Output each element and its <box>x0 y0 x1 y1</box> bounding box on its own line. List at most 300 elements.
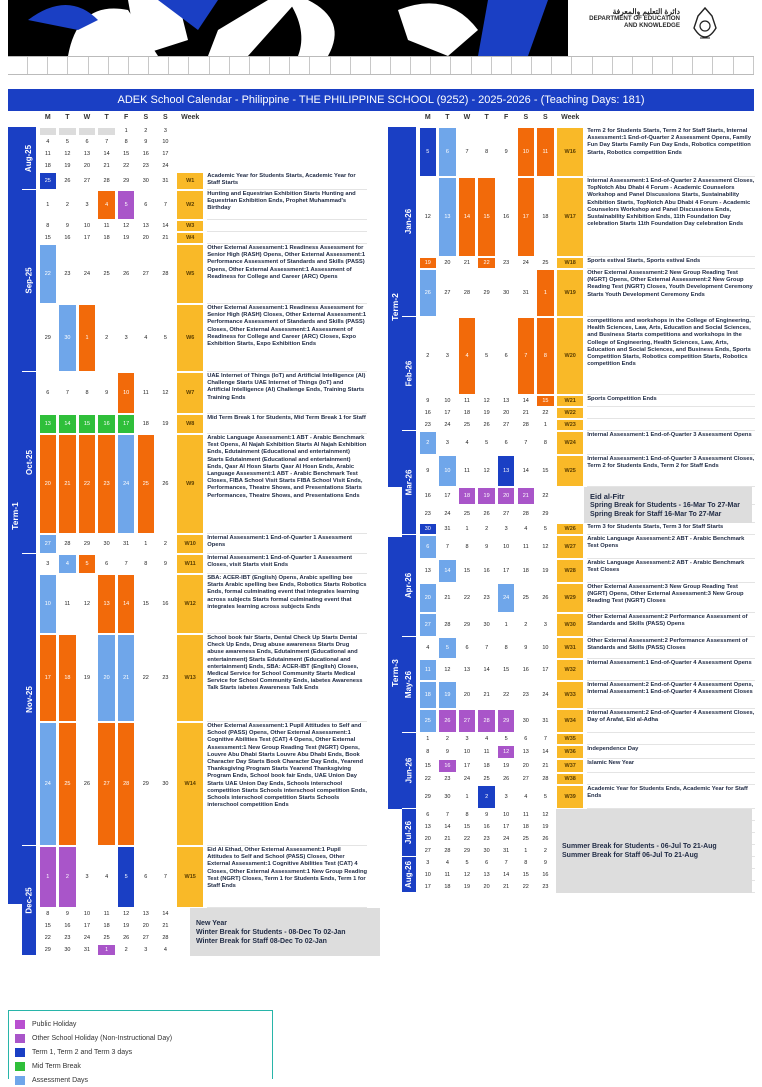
day-cell: 10 <box>518 128 535 176</box>
day-cell: 10 <box>444 398 451 404</box>
grid-cell <box>713 57 733 74</box>
week-badge: W8 <box>177 415 203 433</box>
row-rule <box>587 176 755 177</box>
day-cell: 29 <box>424 794 431 800</box>
day-cell: 12 <box>162 390 169 396</box>
event-text: School book fair Starts, Dental Check Up Starts Dental Check Up Ends, Drug abuse awareness Starts Drug abuse awareness Ends, Edutainment (Educational and entertainment) Starts Edutainment (Educational and entertainment) Ends, SBA: ACER-IBT (English) Closes, Medical Service for School Community Starts Medical Service for School Community Ends, iabetes Awareness Talk Starts iabetes Awareness Talk Ends <box>207 635 363 692</box>
day-cell: 2 <box>445 736 449 742</box>
day-cell: 7 <box>504 860 508 866</box>
day-cell: 18 <box>103 235 110 241</box>
day-cell: 6 <box>105 561 109 567</box>
day-cell: 25 <box>463 511 471 517</box>
day-cell: 21 <box>59 435 76 533</box>
day-cell: 31 <box>83 947 91 953</box>
day-cell: 17 <box>83 235 91 241</box>
day-cell: 12 <box>123 223 130 229</box>
day-cell: 13 <box>498 456 515 486</box>
day-cell: 14 <box>459 178 476 256</box>
day-cell: 28 <box>478 710 495 732</box>
week-badge: W34 <box>557 710 583 732</box>
day-cell: 27 <box>459 710 476 732</box>
day-cell: 27 <box>83 178 91 184</box>
week-badge: W37 <box>557 760 583 772</box>
day-cell: 31 <box>123 541 130 547</box>
day-cell: 22 <box>424 776 431 782</box>
day-cell: 12 <box>64 151 71 157</box>
row-rule <box>587 394 755 395</box>
grid-cell <box>109 57 129 74</box>
day-cell <box>98 128 115 135</box>
day-cell: 28 <box>522 511 529 517</box>
day-cell: 8 <box>465 544 469 550</box>
day-cell: 6 <box>144 202 148 208</box>
row-rule <box>207 573 367 574</box>
day-header: T <box>484 114 489 121</box>
row-rule <box>207 303 367 304</box>
day-cell: 9 <box>543 860 547 866</box>
day-cell: 27 <box>522 776 529 782</box>
day-cell: 17 <box>463 763 471 769</box>
day-cell: 11 <box>522 812 529 818</box>
row-rule <box>587 744 755 745</box>
day-cell: 20 <box>522 763 529 769</box>
month-label <box>402 857 416 892</box>
day-header: S <box>523 114 529 121</box>
day-cell: 26 <box>483 511 490 517</box>
day-cell: 21 <box>162 235 169 241</box>
day-cell: 27 <box>503 422 510 428</box>
week-badge: W6 <box>177 305 203 371</box>
day-cell: 23 <box>522 692 529 698</box>
day-cell: 21 <box>522 410 529 416</box>
day-cell: 12 <box>483 468 490 474</box>
day-cell: 24 <box>463 776 471 782</box>
day-cell: 29 <box>463 848 471 854</box>
row-rule <box>587 732 755 733</box>
week-badge: W11 <box>177 555 203 573</box>
day-cell: 17 <box>518 178 535 256</box>
day-cell: 17 <box>118 415 135 433</box>
row-rule <box>207 433 367 434</box>
day-cell: 30 <box>483 848 490 854</box>
event-text: Term 3 for Students Starts, Term 3 for Staff Starts <box>587 524 724 530</box>
day-cell: 9 <box>485 544 489 550</box>
day-cell: 4 <box>459 318 476 394</box>
grid-cell <box>230 57 250 74</box>
day-cell: 29 <box>83 541 91 547</box>
day-cell: 16 <box>98 415 115 433</box>
day-header: S <box>543 114 548 121</box>
row-rule <box>587 582 755 583</box>
day-cell: 11 <box>464 468 470 474</box>
day-cell: 18 <box>103 923 110 929</box>
row-rule <box>587 680 755 681</box>
day-cell: 6 <box>485 860 489 866</box>
week-badge: W4 <box>177 233 203 243</box>
day-cell: 18 <box>463 410 471 416</box>
row-rule <box>587 268 755 269</box>
row-rule <box>207 553 367 554</box>
term-1-band <box>8 127 22 904</box>
legend-swatch <box>15 1020 25 1029</box>
day-cell: 13 <box>522 749 529 755</box>
day-cell: 18 <box>420 682 437 708</box>
grid-cell <box>411 57 431 74</box>
day-cell: 12 <box>542 812 549 818</box>
row-rule <box>587 758 755 759</box>
day-cell: 10 <box>83 911 91 917</box>
day-cell: 13 <box>424 568 431 574</box>
day-cell: 24 <box>118 435 135 533</box>
day-cell: 15 <box>424 763 431 769</box>
day-cell: 22 <box>79 435 96 533</box>
legend-swatch <box>15 1076 25 1085</box>
event-text: Hunting and Equestrian Exhibition Starts Hunting and Equestrian Exhibition Ends, Prophet Muhammad's Birthday <box>207 191 356 212</box>
day-cell: 28 <box>444 848 451 854</box>
day-cell: 28 <box>118 723 135 845</box>
day-cell: 15 <box>44 923 51 929</box>
abu-dhabi-seal-icon <box>690 6 720 46</box>
day-cell: 22 <box>123 163 130 169</box>
day-cell: 29 <box>542 511 549 517</box>
org-name-arabic: دائرة التعليم والمعرفة <box>612 7 680 16</box>
day-cell: 22 <box>522 884 529 890</box>
row-rule <box>207 721 367 722</box>
event-text: Other External Assessment:2 Performance Assessment of Standards and Skills (PASS) Closes <box>587 638 748 652</box>
day-cell: 19 <box>439 682 456 708</box>
grid-cell <box>633 57 653 74</box>
day-cell: 8 <box>485 149 489 155</box>
day-cell: 15 <box>503 667 510 673</box>
day-cell: 14 <box>103 151 110 157</box>
day-cell: 30 <box>59 305 76 371</box>
day-cell: 8 <box>524 860 528 866</box>
day-cell: 9 <box>426 468 430 474</box>
day-cell: 25 <box>103 271 110 277</box>
day-cell: 15 <box>463 568 471 574</box>
day-cell: 4 <box>163 947 167 953</box>
week-badge: W39 <box>557 786 583 808</box>
day-cell: 10 <box>503 812 510 818</box>
day-cell: 2 <box>59 847 76 907</box>
day-cell: 17 <box>162 151 169 157</box>
day-cell: 7 <box>485 645 489 651</box>
month-name: Oct-25 <box>24 450 34 475</box>
day-cell: 8 <box>124 139 128 145</box>
day-cell: 6 <box>465 645 469 651</box>
day-cell: 23 <box>483 595 490 601</box>
day-cell: 31 <box>444 526 451 532</box>
day-cell: 8 <box>46 223 50 229</box>
legend-swatch <box>15 1034 25 1043</box>
day-cell: 23 <box>503 260 510 266</box>
day-cell: 20 <box>142 923 149 929</box>
day-cell: 2 <box>524 622 528 628</box>
week-badge: W12 <box>177 575 203 633</box>
day-cell: 29 <box>498 710 515 732</box>
day-cell: 5 <box>543 794 547 800</box>
event-text: SBA: ACER-IBT (English) Opens, Arabic spelling bee Starts Arabic spelling bee Ends, Robotics Starts Robotics Ends, formal culminating event that integrates learning across subjects Starts formal culminating event that integrates learning across subjects Ends <box>207 575 367 610</box>
day-cell: 1 <box>46 202 50 208</box>
day-cell: 18 <box>542 214 549 220</box>
day-cell: 22 <box>40 245 57 303</box>
day-cell: 28 <box>463 290 471 296</box>
break-text: Winter Break for Students - 08-Dec To 02-Jan <box>196 928 346 936</box>
week-badge: W23 <box>557 420 583 430</box>
event-text: Sports estival Starts, Sports estival Ends <box>587 258 701 264</box>
grid-cell <box>431 57 451 74</box>
day-cell: 26 <box>542 836 549 842</box>
day-cell: 3 <box>426 860 430 866</box>
day-cell: 5 <box>163 335 167 341</box>
row-rule <box>587 256 755 257</box>
day-cell: 15 <box>463 824 471 830</box>
month-label <box>402 733 416 808</box>
day-cell: 23 <box>483 836 490 842</box>
row-rule <box>207 371 367 372</box>
month-name: Feb-26 <box>404 360 414 387</box>
day-cell: 9 <box>504 149 508 155</box>
day-cell: 13 <box>40 415 57 433</box>
summer-break-box <box>556 809 752 893</box>
day-cell: 17 <box>444 493 451 499</box>
row-rule <box>587 316 755 317</box>
day-cell: 22 <box>478 258 495 268</box>
week-badge: W13 <box>177 635 203 721</box>
day-cell: 1 <box>504 622 508 628</box>
day-cell: 14 <box>59 415 76 433</box>
day-cell: 13 <box>483 872 490 878</box>
day-cell: 27 <box>444 290 451 296</box>
day-cell: 4 <box>485 736 489 742</box>
day-cell: 21 <box>118 635 135 721</box>
day-cell: 19 <box>123 923 130 929</box>
day-cell: 14 <box>522 468 529 474</box>
month-name: Aug-26 <box>404 860 414 889</box>
legend-swatch <box>15 1062 25 1071</box>
day-cell: 26 <box>123 935 130 941</box>
event-text: Internal Assessment:2 End-of-Quarter 4 Assessment Opens, Internal Assessment:1 End-of-Quarter 4 Assessment Closes <box>587 682 754 696</box>
day-cell: 2 <box>144 128 148 134</box>
break-text: Summer Break for Students - 06-Jul To 21-Aug <box>562 843 717 850</box>
event-text: Arabic Language Assessment:1 ABT - Arabic Benchmark Test Opens, Al Najah Exhibition Starts Al Najah Exhibition Ends, Edutainment (Educational and entertainment) Starts Edutainment (Educational and entertainment) Ends, Qasr Al Hosn Starts Qasr Al Hosn Ends, Arabic Language Assessment:1 ABT - Arabic Benchmark Test Closes, FIBA School Visit Starts FIBA School Visit Ends, Performances, Theatre Shows, and Presentations Starts Performances, Theatre Shows, and Presentations Ends <box>207 435 367 499</box>
day-cell: 30 <box>420 524 437 534</box>
day-cell: 19 <box>162 421 169 427</box>
adek-logo <box>580 8 680 48</box>
day-cell: 30 <box>103 541 110 547</box>
day-cell: 16 <box>542 872 549 878</box>
week-badge: W21 <box>557 396 583 406</box>
row-rule <box>207 413 367 414</box>
day-cell: 21 <box>503 884 510 890</box>
day-cell: 10 <box>503 544 510 550</box>
day-cell: 2 <box>105 335 109 341</box>
day-cell: 14 <box>522 398 529 404</box>
day-cell: 1 <box>144 541 148 547</box>
org-name-line1: DEPARTMENT OF EDUCATION <box>589 15 680 22</box>
day-cell: 5 <box>504 736 508 742</box>
day-cell: 10 <box>439 456 456 486</box>
day-cell: 21 <box>162 923 169 929</box>
day-cell: 18 <box>59 635 76 721</box>
row-rule <box>587 772 755 773</box>
legend-label: Other School Holiday (Non-Instructional Day) <box>32 1034 173 1042</box>
day-cell: 14 <box>162 911 169 917</box>
month-name: Aug-25 <box>24 144 34 172</box>
day-cell: 26 <box>83 781 91 787</box>
day-cell: 27 <box>424 848 431 854</box>
day-cell: 9 <box>65 911 69 917</box>
day-cell: 2 <box>124 947 128 953</box>
day-cell: 16 <box>483 824 490 830</box>
day-cell: 8 <box>46 911 50 917</box>
term-label: Term-1 <box>10 501 20 530</box>
week-badge: W33 <box>557 682 583 708</box>
grid-cell <box>210 57 230 74</box>
day-cell: 25 <box>522 836 529 842</box>
day-cell: 7 <box>65 390 69 396</box>
day-cell: 25 <box>138 435 155 533</box>
day-cell: 20 <box>420 584 437 612</box>
day-cell: 19 <box>83 675 91 681</box>
day-cell: 18 <box>142 421 149 427</box>
month-name: Sep-25 <box>24 267 34 294</box>
legend-swatch <box>15 1048 25 1057</box>
day-cell: 19 <box>542 824 549 830</box>
week-badge: W20 <box>557 318 583 394</box>
day-cell: 11 <box>44 151 51 157</box>
day-cell: 22 <box>542 493 549 499</box>
day-cell: 12 <box>483 398 490 404</box>
grid-cell <box>8 57 28 74</box>
day-cell: 12 <box>123 911 130 917</box>
day-cell: 8 <box>537 318 554 394</box>
row-rule <box>207 189 367 190</box>
row-rule <box>207 243 367 244</box>
week-badge: W36 <box>557 746 583 758</box>
month-name: Jan-26 <box>404 208 414 235</box>
grid-cell <box>472 57 492 74</box>
day-cell: 8 <box>504 645 508 651</box>
day-cell: 13 <box>503 398 510 404</box>
grid-cell <box>734 57 754 74</box>
event-text: competitions and workshops in the College of Engineering, Health Sciences, Law, Arts, Education and Social Sciences, and Business Starts competitions and workshops in the College of Engineering, Health Sciences, Law, Arts, Education and Social Sciences, and Business Ends, Sports Competition Starts, Robotics competition Starts, Robotics competition Ends <box>587 318 751 368</box>
day-cell: 11 <box>444 872 451 878</box>
month-name: May-26 <box>404 670 414 699</box>
day-cell: 7 <box>445 544 449 550</box>
day-cell: 25 <box>40 173 57 189</box>
day-cell: 6 <box>85 139 89 145</box>
header <box>0 0 762 56</box>
term-3-band <box>388 537 402 809</box>
event-text: Internal Assessment:1 End-of-Quarter 2 Assessment Closes, TopNotch Abu Dhabi 4 Forum - Academic Counselors Workshop and Panel Discussions Starts, Sustainability Exhibition Starts, TopNotch Abu Dhabi 4 Forum - Academic Counselors Workshop and Panel Discussions Ends, Sustainability Exhibition Ends, 11th Foundation Day celebration Starts 11th Foundation Day celebration Ends <box>587 178 755 228</box>
day-header: T <box>445 114 450 121</box>
row-rule <box>587 430 755 431</box>
day-cell: 5 <box>543 526 547 532</box>
day-cell: 8 <box>85 390 89 396</box>
day-cell: 15 <box>123 151 130 157</box>
day-cell: 1 <box>465 526 469 532</box>
grid-cell <box>693 57 713 74</box>
day-cell: 11 <box>142 390 149 396</box>
day-cell: 25 <box>463 422 471 428</box>
day-header: M <box>424 114 431 121</box>
day-cell: 1 <box>543 422 547 428</box>
day-cell: 8 <box>144 561 148 567</box>
event-text: Term 2 for Students Starts, Term 2 for Staff Starts, Internal Assessment:1 End-of-Quarter 2 Assessment Opens, Family Fun Day Starts Family Fun Day Ends, Robotics competition Starts, Robotics competition Ends <box>587 128 751 156</box>
day-cell: 29 <box>142 781 149 787</box>
day-cell: 22 <box>463 595 471 601</box>
break-text: Spring Break for Students - 16-Mar To 27-Mar <box>590 501 741 509</box>
event-text: Arabic Language Assessment:2 ABT - Arabic Benchmark Test Closes <box>587 560 745 574</box>
day-cell: 29 <box>463 622 471 628</box>
day-cell: 6 <box>439 128 456 176</box>
grid-cell <box>89 57 109 74</box>
day-cell: 25 <box>542 260 549 266</box>
day-cell: 26 <box>162 481 169 487</box>
day-cell: 12 <box>463 872 471 878</box>
day-cell: 6 <box>504 440 508 446</box>
day-cell: 18 <box>44 163 51 169</box>
grid-cell <box>653 57 673 74</box>
day-cell: 19 <box>478 488 495 504</box>
day-header: W <box>83 114 91 121</box>
day-cell: 15 <box>79 415 96 433</box>
day-cell: 17 <box>542 667 549 673</box>
event-text: Arabic Language Assessment:2 ABT - Arabic Benchmark Test Opens <box>587 536 745 550</box>
grid-cell <box>492 57 512 74</box>
event-text: Other External Assessment:3 New Group Reading Test (NGRT) Opens, Other External Assessment:3 New Group Reading Test (NGRT) Closes <box>587 584 744 605</box>
header-pattern <box>8 0 568 56</box>
day-cell: 19 <box>420 258 437 268</box>
day-cell: 10 <box>118 373 135 413</box>
day-cell: 26 <box>542 595 549 601</box>
header-grid-strip <box>8 56 754 75</box>
day-cell: 29 <box>44 335 51 341</box>
day-cell: 21 <box>542 763 549 769</box>
legend <box>8 1010 273 1084</box>
month-name: Apr-26 <box>404 572 414 599</box>
day-cell: 7 <box>465 149 469 155</box>
row-rule <box>587 784 755 785</box>
event-text: UAE Internet of Things (IoT) and Artificial Intelligence (AI) Challenge Starts UAE Internet of Things (IoT) and Artificial Intelligence (AI) Challenge Ends, Training Starts Training Ends <box>207 373 366 401</box>
day-cell: 7 <box>518 318 535 394</box>
day-cell: 5 <box>485 440 489 446</box>
day-cell: 4 <box>426 645 430 651</box>
day-cell: 3 <box>504 526 508 532</box>
day-cell: 9 <box>163 561 167 567</box>
term-label: Term-3 <box>390 659 400 687</box>
day-cell: 3 <box>543 622 547 628</box>
day-header: S <box>143 114 149 121</box>
day-cell: 7 <box>105 139 109 145</box>
break-text: New Year <box>196 919 228 927</box>
day-cell: 30 <box>64 947 71 953</box>
month-name: Jun-26 <box>404 757 414 784</box>
day-cell: 10 <box>424 872 431 878</box>
day-cell: 7 <box>163 202 167 208</box>
day-cell: 24 <box>83 271 91 277</box>
grid-cell <box>331 57 351 74</box>
day-cell: 1 <box>537 270 554 316</box>
week-badge: W27 <box>557 536 583 558</box>
day-cell: 24 <box>444 422 451 428</box>
day-cell: 1 <box>465 794 469 800</box>
day-cell: 18 <box>522 568 529 574</box>
week-badge: W14 <box>177 723 203 845</box>
day-cell: 16 <box>142 151 149 157</box>
day-cell: 16 <box>162 601 169 607</box>
